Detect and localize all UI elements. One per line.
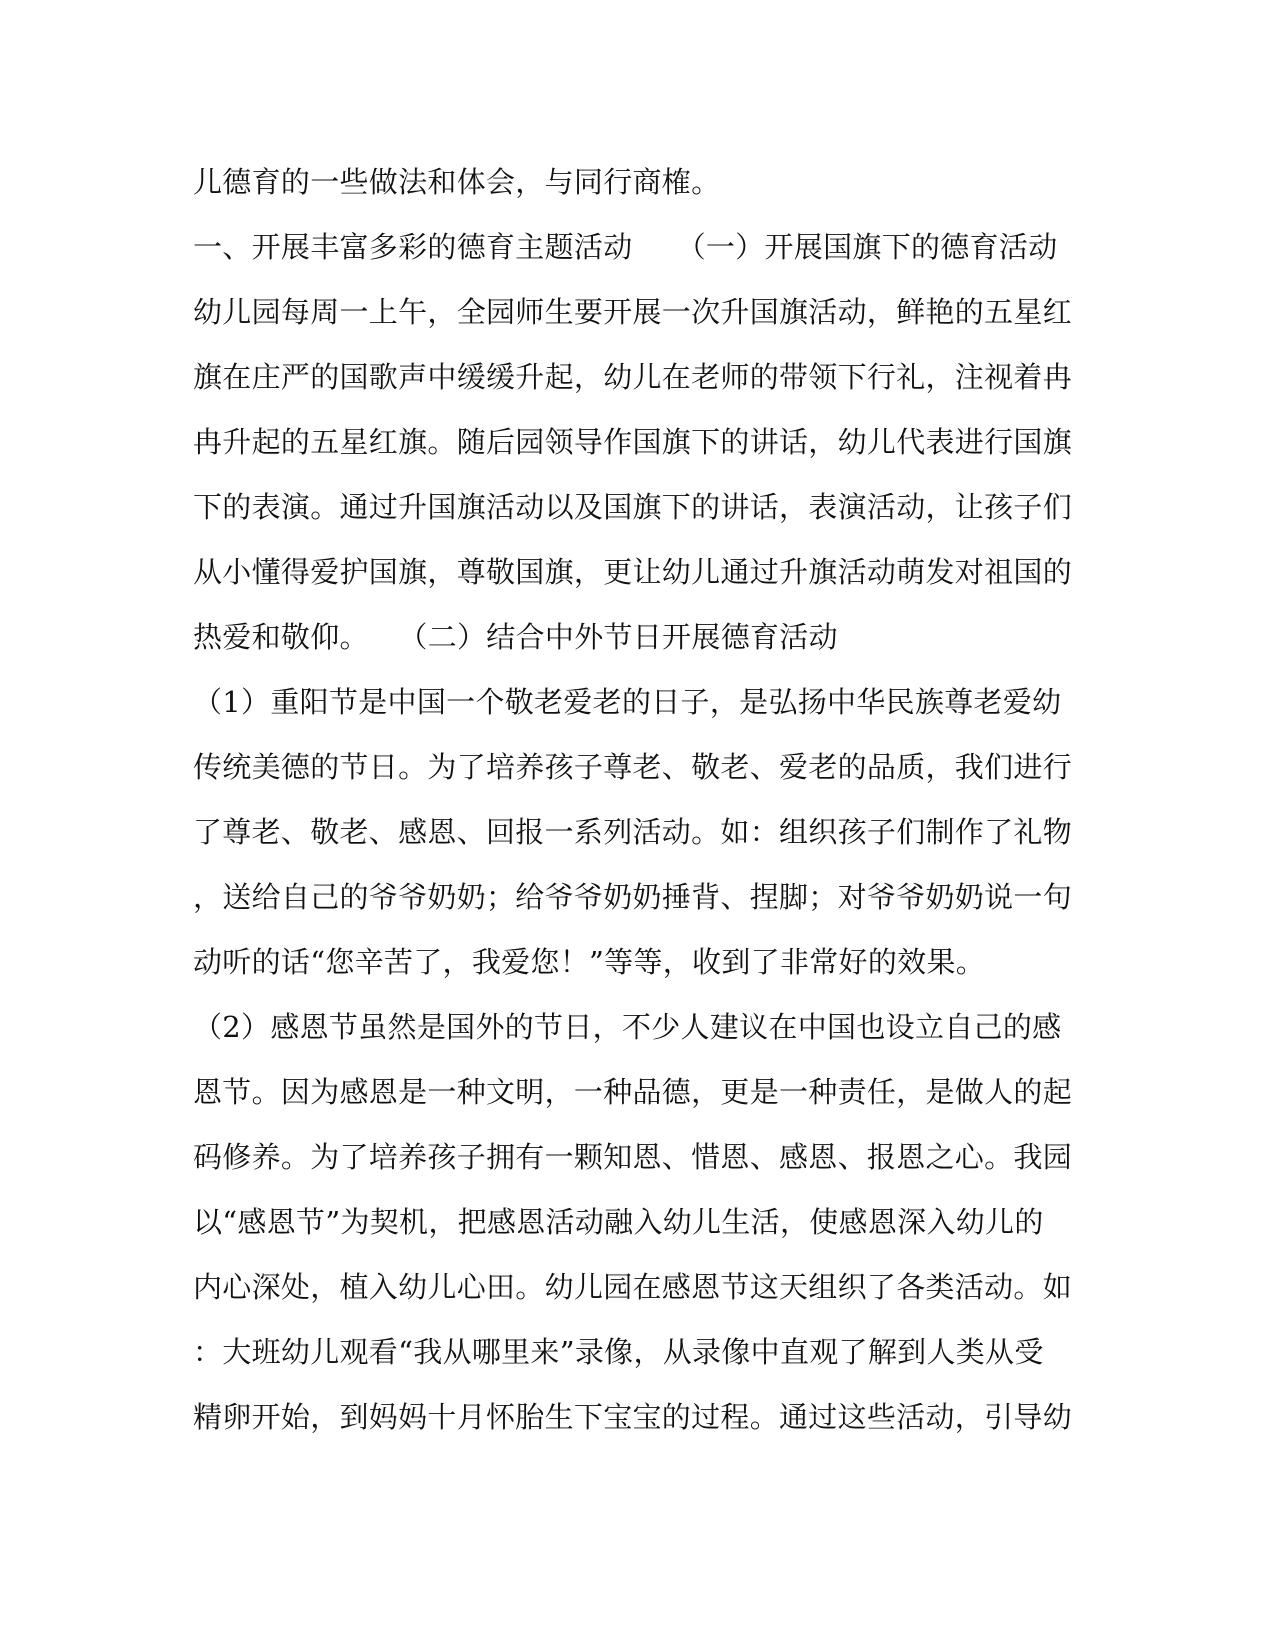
text-line: 幼儿园每周一上午，全园师生要开展一次升国旗活动，鲜艳的五星红	[193, 295, 1073, 329]
text-line: 恩节。因为感恩是一种文明，一种品德，更是一种责任，是做人的起	[193, 1075, 1073, 1109]
text-line: ：大班幼儿观看“我从哪里来”录像，从录像中直观了解到人类从受	[193, 1335, 1044, 1369]
text-line: 儿德育的一些做法和体会，与同行商榷。	[193, 165, 721, 199]
text-line: 从小懂得爱护国旗，尊敬国旗，更让幼儿通过升旗活动萌发对祖国的	[193, 555, 1073, 589]
text-line: ，送给自己的爷爷奶奶；给爷爷奶奶捶背、捏脚；对爷爷奶奶说一句	[193, 880, 1073, 914]
text-line: 精卵开始，到妈妈十月怀胎生下宝宝的过程。通过这些活动，引导幼	[193, 1400, 1073, 1434]
text-line: 冉升起的五星红旗。随后园领导作国旗下的讲话，幼儿代表进行国旗	[193, 425, 1073, 459]
text-line: 内心深处，植入幼儿心田。幼儿园在感恩节这天组织了各类活动。如	[193, 1270, 1073, 1304]
text-line: 传统美德的节日。为了培养孩子尊老、敬老、爱老的品质，我们进行	[193, 750, 1073, 784]
text-line: 动听的话“您辛苦了，我爱您！”等等，收到了非常好的效果。	[193, 945, 986, 979]
text-line: （1）重阳节是中国一个敬老爱老的日子，是弘扬中华民族尊老爱幼	[193, 685, 1062, 719]
text-line: 一、开展丰富多彩的德育主题活动 （一）开展国旗下的德育活动	[193, 230, 1058, 264]
document-body	[193, 160, 1073, 1460]
text-line: （2）感恩节虽然是国外的节日，不少人建议在中国也设立自己的感	[193, 1010, 1062, 1044]
text-line: 热爱和敬仰。 （二）结合中外节日开展德育活动	[193, 620, 838, 654]
text-line: 了尊老、敬老、感恩、回报一系列活动。如：组织孩子们制作了礼物	[193, 815, 1073, 849]
text-line: 码修养。为了培养孩子拥有一颗知恩、惜恩、感恩、报恩之心。我园	[193, 1140, 1073, 1174]
text-line: 旗在庄严的国歌声中缓缓升起，幼儿在老师的带领下行礼，注视着冉	[193, 360, 1073, 394]
text-line: 以“感恩节”为契机，把感恩活动融入幼儿生活，使感恩深入幼儿的	[193, 1205, 1044, 1239]
text-line: 下的表演。通过升国旗活动以及国旗下的讲话，表演活动，让孩子们	[193, 490, 1073, 524]
